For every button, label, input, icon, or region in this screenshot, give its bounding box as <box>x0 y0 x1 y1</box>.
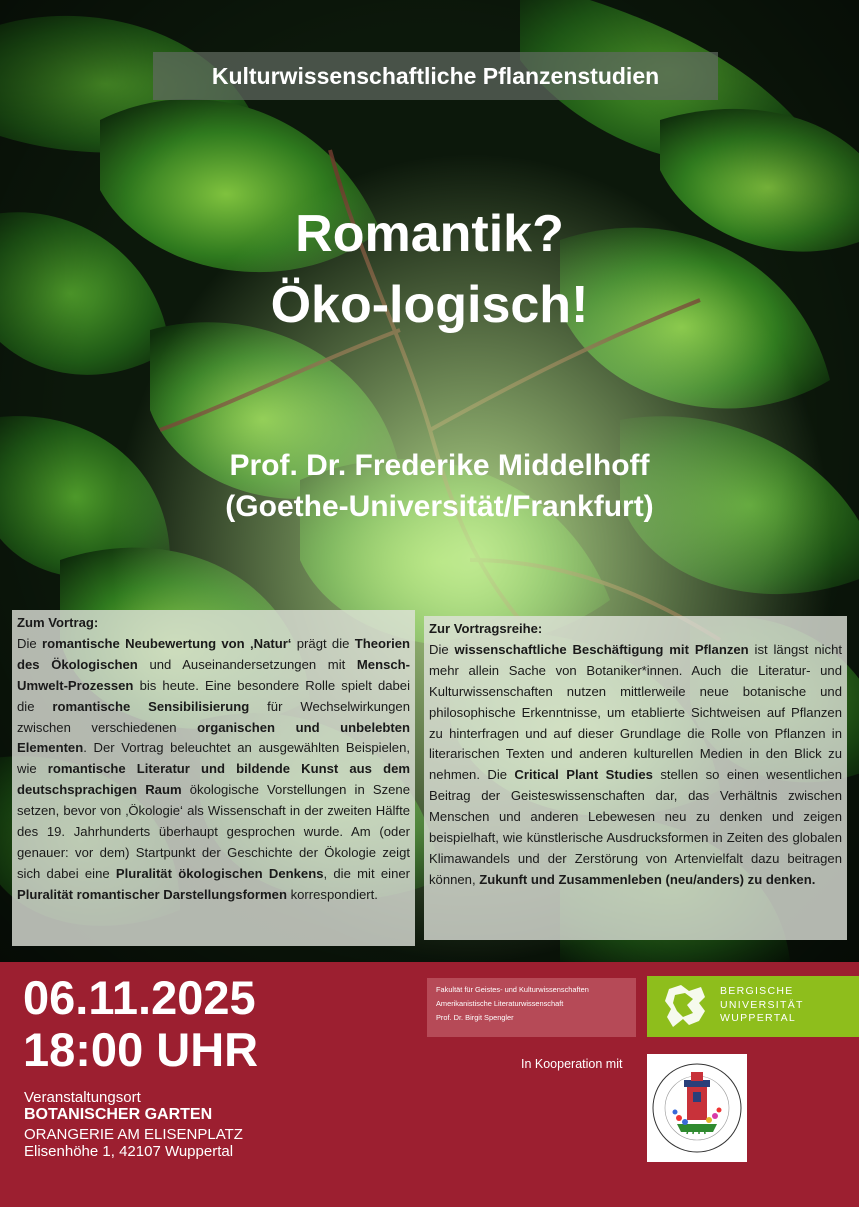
series-text-emphasis: Critical Plant Studies <box>514 767 653 783</box>
faculty-box <box>427 978 636 1037</box>
speaker-affiliation: (Goethe-Universität/Frankfurt) <box>225 490 654 523</box>
talk-text-segment: . Der Vortrag beleuchtet an ausgewählten Beispielen, wie <box>17 740 410 777</box>
talk-text-segment: , die mit einer <box>323 865 410 881</box>
faculty-line-1: Fakultät für Geistes- und Kulturwissenschaften <box>436 985 589 994</box>
university-line-3: WUPPERTAL <box>720 1012 797 1024</box>
university-line-1: BERGISCHE <box>720 985 794 997</box>
series-description-box <box>424 616 847 940</box>
series-text-emphasis: wissenschaftliche Beschäftigung mit Pflanzen <box>454 641 749 657</box>
series-text-segment: Die <box>429 641 455 657</box>
talk-description-text <box>17 636 410 902</box>
talk-text-segment: ökologische Vorstellungen in Szene setzen, bevor von ‚Ökologie‘ als Wissenschaft in der zweiten Hälfte des 19. Jahrhunderts überhaupt gesprochen wurde. Am (oder genauer: vor dem) Startpunkt der Geschichte der Ökologie zeigt sich dabei eine <box>17 782 411 881</box>
talk-text-emphasis: Mensch-Umwelt-Prozessen <box>17 656 411 693</box>
faculty-line-2: Amerikanistische Literaturwissenschaft <box>436 999 564 1008</box>
university-emblem-icon <box>659 981 711 1033</box>
talk-description-heading: Zum Vortrag: <box>17 615 99 630</box>
series-description-heading: Zur Vortragsreihe: <box>429 621 543 636</box>
talk-text-emphasis: Pluralität romantischer Darstellungsformen <box>17 886 287 902</box>
venue-address: Elisenhöhe 1, 42107 Wuppertal <box>24 1143 234 1160</box>
series-tag: Kulturwissenschaftliche Pflanzenstudien <box>153 52 718 100</box>
title-line-2: Öko-logisch! <box>270 276 589 334</box>
series-text-segment: stellen so einen wesentlichen Beitrag der Geisteswissenschaften dar, das Verhältnis zwischen Menschen und anderen Lebewesen neu zu denken und zeigen beispielhaft, wie künstlerische Ausdrucksformen in Zeiten des globalen Klimawandels und der Zerstörung von Artenvielfalt dazu beitragen können, <box>429 767 842 887</box>
talk-text-segment: für Wechselwirkungen zwischen verschiedenen <box>17 698 410 735</box>
talk-text-emphasis: romantische Neubewertung von ‚Natur‘ <box>41 635 292 651</box>
verein-logo <box>647 1054 747 1162</box>
university-logo <box>647 976 859 1037</box>
talk-text-emphasis: romantische Literatur und bildende Kunst aus dem deutschsprachigen Raum <box>17 761 410 798</box>
talk-text-emphasis: organischen und unbelebten Elementen <box>17 719 410 756</box>
title-line-1: Romantik? <box>295 205 564 263</box>
venue-building: ORANGERIE AM ELISENPLATZ <box>24 1126 243 1143</box>
event-date: 06.11.2025 <box>23 971 256 1024</box>
speaker-name: Prof. Dr. Frederike Middelhoff <box>229 449 650 482</box>
event-time: 18:00 UHR <box>23 1023 259 1076</box>
talk-text-segment: und Auseinandersetzungen mit <box>137 656 357 672</box>
talk-text-emphasis: Pluralität ökologischen Denkens <box>115 865 324 881</box>
talk-text-segment: bis heute. Eine besondere Rolle spielt dabei die <box>17 677 410 714</box>
university-line-2: UNIVERSITÄT <box>720 998 804 1011</box>
talk-text-emphasis: Theorien des Ökologischen <box>17 635 411 672</box>
cooperation-label: In Kooperation mit <box>521 1057 623 1071</box>
botanical-garden-association-logo-icon <box>647 1054 747 1162</box>
university-name <box>720 985 804 1026</box>
venue-label: Veranstaltungsort <box>24 1089 141 1106</box>
talk-text-segment: korrespondiert. <box>286 886 378 902</box>
series-text-segment: ist längst nicht mehr allein Sache von Botaniker*innen. Auch die Literatur- und Kulturwissenschaften nutzen mittlerweile neue botanische und philosophische Erkenntnisse, um etablierte Sichtweisen auf Pflanzen zu hinterfragen und auf dieser Grundlage die Rolle von Pflanzen in literarischen Texten und anderen kulturellen Medien in den Blick zu nehmen. Die <box>429 641 842 783</box>
talk-text-segment: Die <box>17 635 42 651</box>
venue-name: BOTANISCHER GARTEN <box>24 1106 213 1123</box>
series-text-emphasis: Zukunft und Zusammenleben (neu/anders) zu denken. <box>479 871 816 887</box>
series-description-text <box>429 642 842 887</box>
faculty-line-3: Prof. Dr. Birgit Spengler <box>436 1013 514 1022</box>
talk-text-segment: prägt die <box>291 635 355 651</box>
talk-text-emphasis: romantische Sensibilisierung <box>52 698 250 714</box>
talk-description-box <box>12 610 415 946</box>
